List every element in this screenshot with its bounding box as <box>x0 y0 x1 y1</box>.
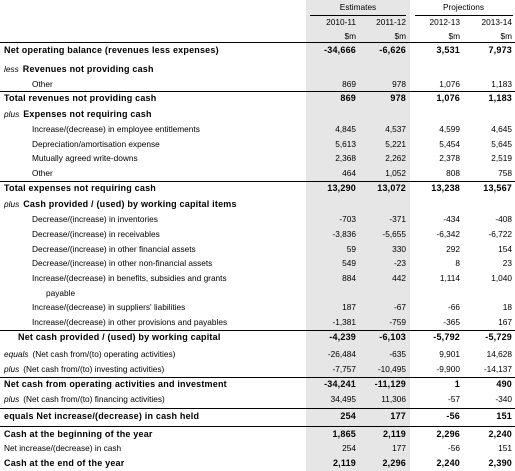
row-label-text: equals Net increase/(decrease) in cash held <box>4 411 200 421</box>
row-value: -365 <box>443 317 460 327</box>
table-row <box>0 198 515 211</box>
row-value: 490 <box>496 379 512 389</box>
row-value: -408 <box>495 214 512 224</box>
row-label <box>32 316 227 329</box>
row-value: -434 <box>443 214 460 224</box>
row-label <box>4 182 156 195</box>
row-value: 1,076 <box>439 79 460 89</box>
row-value: -6,103 <box>379 332 406 342</box>
row-prefix: plus <box>4 364 20 374</box>
unit-header: $m <box>394 31 406 41</box>
row-value: -3,836 <box>332 229 356 239</box>
row-label-text: Decrease/(increase) in inventories <box>32 214 158 224</box>
row-value: 187 <box>342 302 356 312</box>
row-prefix: less <box>4 64 19 74</box>
row-label-text: Increase/(decrease) in suppliers' liabilities <box>32 302 186 312</box>
row-value: -703 <box>339 214 356 224</box>
row-value: -371 <box>389 214 406 224</box>
row-label <box>32 152 138 165</box>
row-value: 2,119 <box>332 458 356 468</box>
row-prefix: equals <box>4 349 29 359</box>
row-label <box>4 393 165 406</box>
row-label-text: Net operating balance (revenues less expenses) <box>4 45 219 55</box>
row-value: 13,567 <box>483 183 512 193</box>
row-label <box>18 331 221 344</box>
row-label-text: Total expenses not requiring cash <box>4 183 156 193</box>
row-prefix: plus <box>4 394 20 404</box>
table-row <box>0 348 515 361</box>
row-value: 23 <box>502 258 512 268</box>
table-row <box>0 243 515 256</box>
row-value: -67 <box>394 302 406 312</box>
row-value: 4,599 <box>439 124 460 134</box>
table-row <box>0 363 515 376</box>
row-value: 1,183 <box>488 93 512 103</box>
table-row <box>0 272 515 285</box>
row-value: 13,290 <box>327 183 356 193</box>
table-row <box>0 457 515 470</box>
table-row <box>0 378 515 391</box>
row-value: 978 <box>390 93 406 103</box>
row-value: 167 <box>498 317 512 327</box>
row-value: -57 <box>448 394 460 404</box>
row-value: 18 <box>502 302 512 312</box>
row-value: 5,613 <box>335 139 356 149</box>
row-value: 4,845 <box>335 124 356 134</box>
row-label <box>32 272 227 285</box>
row-value: -6,626 <box>379 45 406 55</box>
row-value: 177 <box>390 411 406 421</box>
row-label <box>32 123 200 136</box>
row-value: 464 <box>342 168 356 178</box>
row-label-text: payable <box>46 288 76 298</box>
row-label-text: Other <box>32 168 53 178</box>
row-value: 2,296 <box>436 429 460 439</box>
projections-group-rule <box>415 15 513 16</box>
row-value: 549 <box>342 258 356 268</box>
row-label-text: (Net cash from/(to) financing activities) <box>23 394 165 404</box>
row-label-text: (Net cash from/(to) operating activities) <box>32 349 176 359</box>
row-value: -5,792 <box>433 332 460 342</box>
row-value: 4,537 <box>385 124 406 134</box>
row-label-text: Decrease/(increase) in other non-financial assets <box>32 258 213 268</box>
row-label-text: Decrease/(increase) in receivables <box>32 229 160 239</box>
row-label <box>32 138 160 151</box>
section-rule <box>0 426 515 427</box>
section-rule <box>0 181 515 182</box>
row-label <box>32 301 185 314</box>
row-label <box>4 108 152 121</box>
row-value: 11,306 <box>381 394 406 404</box>
projections-group-label: Projections <box>442 2 485 12</box>
row-value: -26,484 <box>327 349 356 359</box>
row-value: 177 <box>392 443 406 453</box>
row-prefix: plus <box>4 109 20 119</box>
row-label-text: Revenues not providing cash <box>22 64 154 74</box>
row-value: -6,722 <box>488 229 512 239</box>
row-label <box>32 257 212 270</box>
row-label <box>4 348 175 361</box>
row-label-text: (Net cash from/(to) investing activities) <box>23 364 165 374</box>
table-row <box>0 257 515 270</box>
row-label <box>4 63 154 76</box>
row-value: 1 <box>454 379 460 389</box>
row-label <box>4 198 237 211</box>
unit-header: $m <box>448 31 460 41</box>
row-label-text: Cash at the end of the year <box>4 458 125 468</box>
row-prefix: plus <box>4 199 20 209</box>
row-value: 151 <box>498 443 512 453</box>
row-value: 8 <box>455 258 460 268</box>
year-header: 2013-14 <box>481 17 512 27</box>
unit-header: $m <box>500 31 512 41</box>
year-header: 2010-11 <box>326 17 356 27</box>
row-value: 2,119 <box>382 429 406 439</box>
row-label-text: Expenses not requiring cash <box>23 109 152 119</box>
row-label <box>4 92 156 105</box>
row-value: 254 <box>342 443 356 453</box>
row-value: 5,221 <box>385 139 406 149</box>
row-value: 2,378 <box>439 153 460 163</box>
section-rule <box>0 330 515 331</box>
row-value: -9,900 <box>436 364 460 374</box>
row-value: 13,238 <box>431 183 460 193</box>
table-row <box>0 393 515 406</box>
row-label <box>32 213 158 226</box>
row-value: 1,114 <box>439 273 460 283</box>
row-label-text: Net increase/(decrease) in cash <box>4 443 122 453</box>
row-value: -759 <box>389 317 406 327</box>
table-row <box>0 63 515 76</box>
section-rule <box>0 408 515 409</box>
row-value: 2,519 <box>491 153 512 163</box>
table-row <box>0 213 515 226</box>
row-value: 4,645 <box>491 124 512 134</box>
row-value: -4,239 <box>329 332 356 342</box>
row-label <box>32 167 53 180</box>
row-value: 2,240 <box>488 429 512 439</box>
table-row <box>0 410 515 423</box>
table-row <box>0 228 515 241</box>
table-row <box>0 138 515 151</box>
row-value: -34,241 <box>324 379 356 389</box>
row-label <box>32 228 160 241</box>
row-label-text: Other <box>32 79 53 89</box>
row-label-text: Mutually agreed write-downs <box>32 153 138 163</box>
row-value: 14,628 <box>486 349 512 359</box>
row-label <box>4 378 227 391</box>
row-value: 869 <box>340 93 356 103</box>
row-value: 2,368 <box>335 153 356 163</box>
row-label-text: Increase/(decrease) in employee entitlements <box>32 124 200 134</box>
row-label-text: Net cash provided / (used) by working capital <box>18 332 221 342</box>
row-value: 34,495 <box>330 394 356 404</box>
row-value: 978 <box>392 79 406 89</box>
row-value: 1,183 <box>491 79 512 89</box>
table-row <box>0 108 515 121</box>
row-value: 13,072 <box>377 183 406 193</box>
row-value: -340 <box>495 394 512 404</box>
table-row <box>0 442 515 455</box>
row-value: 3,531 <box>436 45 460 55</box>
row-label <box>4 457 124 470</box>
year-header: 2011-12 <box>376 17 406 27</box>
unit-header: $m <box>344 31 356 41</box>
row-value: -5,655 <box>382 229 406 239</box>
row-value: 7,973 <box>488 45 512 55</box>
row-value: 869 <box>342 79 356 89</box>
row-value: 1,076 <box>436 93 460 103</box>
row-value: 1,040 <box>491 273 512 283</box>
row-value: -14,137 <box>483 364 512 374</box>
row-value: -23 <box>394 258 406 268</box>
row-value: 1,052 <box>385 168 406 178</box>
row-value: -34,666 <box>324 45 356 55</box>
row-value: -10,495 <box>377 364 406 374</box>
row-value: 2,240 <box>436 458 460 468</box>
row-value: 292 <box>446 244 460 254</box>
table-row <box>0 287 515 300</box>
table-row <box>0 152 515 165</box>
row-value: 5,454 <box>439 139 460 149</box>
row-label <box>46 287 75 300</box>
table-row <box>0 92 515 105</box>
row-label <box>4 442 121 455</box>
table-row <box>0 331 515 344</box>
table-row <box>0 182 515 195</box>
table-row <box>0 123 515 136</box>
row-label <box>4 363 164 376</box>
table-row <box>0 44 515 57</box>
row-label <box>32 78 53 91</box>
row-label <box>4 44 219 57</box>
row-label-text: Cash provided / (used) by working capital items <box>23 199 237 209</box>
section-rule <box>0 377 515 378</box>
estimates-group-rule <box>310 15 406 16</box>
row-value: 2,296 <box>382 458 406 468</box>
row-value: 442 <box>392 273 406 283</box>
row-value: 884 <box>342 273 356 283</box>
row-value: -56 <box>448 443 460 453</box>
row-label <box>4 410 199 423</box>
row-label-text: Depreciation/amortisation expense <box>32 139 160 149</box>
row-value: -7,757 <box>332 364 356 374</box>
year-header: 2012-13 <box>429 17 460 27</box>
row-value: 154 <box>498 244 512 254</box>
row-label <box>4 428 153 441</box>
table-row <box>0 428 515 441</box>
row-label-text: Net cash from operating activities and investment <box>4 379 227 389</box>
row-value: 2,262 <box>385 153 406 163</box>
table-row <box>0 301 515 314</box>
row-value: -5,729 <box>485 332 512 342</box>
row-value: 254 <box>340 411 356 421</box>
row-value: -11,129 <box>374 379 406 389</box>
section-rule <box>0 91 515 92</box>
table-row <box>0 167 515 180</box>
row-value: 5,645 <box>491 139 512 149</box>
row-label-text: Increase/(decrease) in other provisions and payables <box>32 317 228 327</box>
row-label-text: Decrease/(increase) in other financial assets <box>32 244 196 254</box>
table-row <box>0 316 515 329</box>
section-rule <box>0 42 515 43</box>
row-value: -56 <box>446 411 460 421</box>
row-value: 59 <box>346 244 356 254</box>
row-value: -1,381 <box>332 317 356 327</box>
row-value: -6,342 <box>436 229 460 239</box>
row-value: 2,390 <box>488 458 512 468</box>
table-row <box>0 78 515 91</box>
row-value: 151 <box>496 411 512 421</box>
estimates-group-label: Estimates <box>339 2 377 12</box>
row-label-text: Cash at the beginning of the year <box>4 429 153 439</box>
row-value: 1,865 <box>332 429 356 439</box>
row-value: 330 <box>392 244 406 254</box>
row-value: -635 <box>389 349 406 359</box>
row-value: -66 <box>448 302 460 312</box>
row-value: 9,901 <box>439 349 460 359</box>
row-label <box>32 243 196 256</box>
row-label-text: Total revenues not providing cash <box>4 93 157 103</box>
row-value: 808 <box>446 168 460 178</box>
row-label-text: Increase/(decrease) in benefits, subsidies and grants <box>32 273 227 283</box>
row-value: 758 <box>498 168 512 178</box>
